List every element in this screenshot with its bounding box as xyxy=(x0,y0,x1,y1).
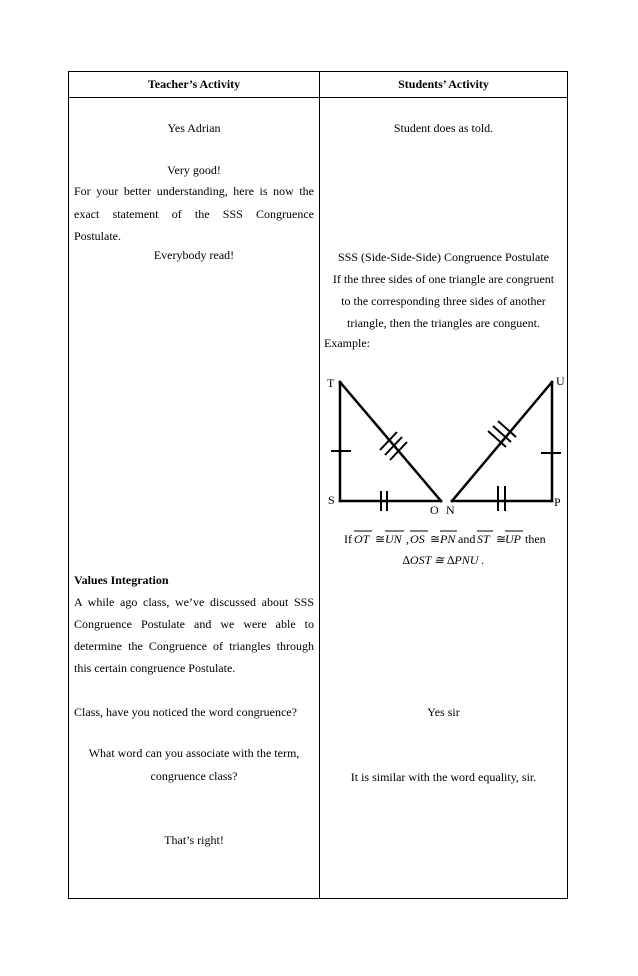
values-line-4: this certain congruence Postulate. xyxy=(74,661,236,675)
sss-triangles-figure xyxy=(320,370,567,520)
segment-pn-label: PN xyxy=(440,532,456,546)
segment-st-label: ST xyxy=(477,532,490,546)
vertex-label-u: U xyxy=(556,374,565,388)
teacher-noticed-question: Class, have you noticed the word congruence? xyxy=(74,705,297,719)
table-border-bottom xyxy=(68,898,568,899)
teacher-yes-adrian: Yes Adrian xyxy=(167,121,221,135)
values-integration-heading: Values Integration xyxy=(74,573,169,587)
teacher-understanding-line-3: Postulate. xyxy=(74,229,121,243)
teacher-very-good: Very good! xyxy=(167,163,221,177)
table-header-divider xyxy=(68,97,568,98)
postulate-line-3: triangle, then the triangles are conguent. xyxy=(347,316,540,330)
values-line-3: determine the Congruence of triangles through xyxy=(74,639,314,653)
cong-symbol-1: ≅ xyxy=(375,532,386,546)
teacher-understanding-line-2: exact statement of the SSS Congruence xyxy=(74,207,314,221)
segment-up-label: UP xyxy=(505,532,521,546)
values-line-2: Congruence Postulate and we were able to xyxy=(74,617,314,631)
example-label: Example: xyxy=(324,336,370,350)
cong-symbol-2: ≅ xyxy=(430,532,441,546)
postulate-line-2: to the corresponding three sides of another xyxy=(341,294,546,308)
student-equality-answer: It is similar with the word equality, sir. xyxy=(350,770,537,784)
vertex-label-s: S xyxy=(328,493,335,507)
postulate-line-1: If the three sides of one triangle are congruent xyxy=(332,272,555,286)
segment-un-label: UN xyxy=(385,532,402,546)
vertex-label-n: N xyxy=(446,503,455,517)
teacher-associate-line-1: What word can you associate with the term, xyxy=(88,746,300,760)
segment-os-label: OS xyxy=(410,532,425,546)
vertex-label-t: T xyxy=(327,376,335,390)
teacher-understanding-line-1: For your better understanding, here is now the xyxy=(74,184,314,198)
and-word: and xyxy=(458,532,476,546)
table-border-right xyxy=(567,71,568,899)
segment-un xyxy=(452,382,552,501)
values-line-1: A while ago class, we’ve discussed about SSS xyxy=(74,595,314,609)
vertex-label-o: O xyxy=(430,503,439,517)
postulate-title: SSS (Side-Side-Side) Congruence Postulate xyxy=(338,250,549,264)
student-yes-sir: Yes sir xyxy=(427,705,460,719)
segment-to xyxy=(340,382,441,501)
if-word: If xyxy=(344,532,352,546)
vertex-label-p: P xyxy=(554,495,561,509)
comma-1: , xyxy=(406,532,409,546)
teacher-everybody-read: Everybody read! xyxy=(153,248,235,262)
student-activity-header: Students’ Activity xyxy=(398,77,489,91)
student-does-as-told: Student does as told. xyxy=(393,121,494,135)
then-word: then xyxy=(525,532,546,546)
cong-symbol-3: ≅ xyxy=(496,532,507,546)
teacher-associate-line-2: congruence class? xyxy=(150,769,238,783)
congruence-statement xyxy=(320,528,567,550)
segment-ot-label: OT xyxy=(354,532,370,546)
table-border-top xyxy=(68,71,568,72)
teacher-activity-header: Teacher’s Activity xyxy=(147,77,241,91)
teacher-thats-right: That’s right! xyxy=(164,833,224,847)
conclusion-statement: ∆OST ≅ ∆PNU . xyxy=(402,553,485,567)
